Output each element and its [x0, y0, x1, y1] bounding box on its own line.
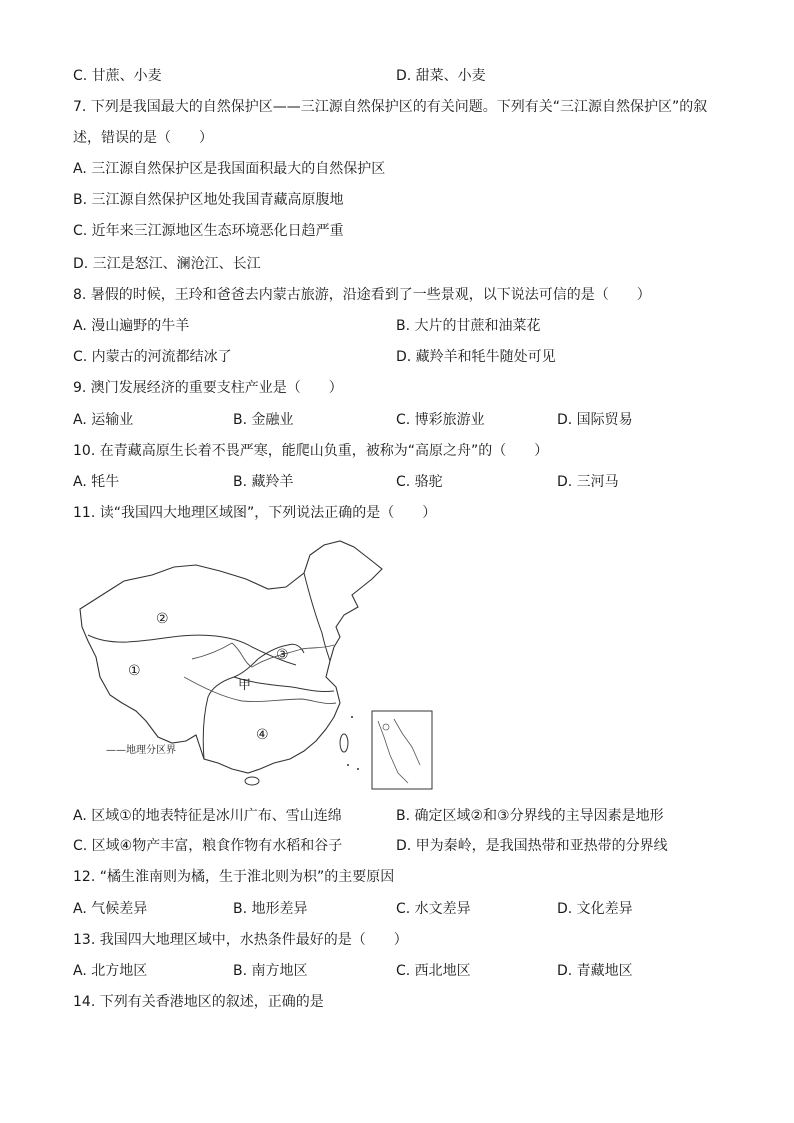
- q11-option-c: C. 区域④物产丰富，粮食作物有水稻和谷子: [73, 838, 343, 854]
- q14-stem: 14. 下列有关香港地区的叙述，正确的是: [73, 994, 324, 1010]
- q7-stem-line2: 述，错误的是（ ）: [73, 130, 213, 146]
- q7-stem-line1: 7. 下列是我国最大的自然保护区——三江源自然保护区的有关问题。下列有关“三江源自然保护区”的叙: [73, 99, 708, 115]
- q9-option-d: D. 国际贸易: [557, 412, 633, 428]
- q13-option-c: C. 西北地区: [396, 963, 471, 979]
- q13-option-b: B. 南方地区: [233, 963, 308, 979]
- q11-option-a: A. 区域①的地表特征是冰川广布、雪山连绵: [73, 808, 342, 824]
- q13-option-d: D. 青藏地区: [557, 963, 633, 979]
- q9-option-a: A. 运输业: [73, 412, 134, 428]
- q12-stem: 12. “橘生淮南则为橘，生于淮北则为枳”的主要原因: [73, 869, 395, 885]
- region-label-2: ②: [156, 611, 169, 627]
- q12-option-c: C. 水文差异: [396, 901, 471, 917]
- q8-stem: 8. 暑假的时候，王玲和爸爸去内蒙古旅游，沿途看到了一些景观，以下说法可信的是（ ）: [73, 287, 651, 303]
- q11-option-b: B. 确定区域②和③分界线的主导因素是地形: [396, 808, 664, 824]
- q6-option-d: D. 甜菜、小麦: [396, 68, 486, 84]
- boundary-tibet-south: [203, 659, 258, 759]
- q8-option-b: B. 大片的甘蔗和油菜花: [396, 318, 541, 334]
- jia-label: 甲: [238, 678, 252, 693]
- q12-option-a: A. 气候差异: [73, 901, 148, 917]
- q10-option-c: C. 骆驼: [396, 474, 443, 490]
- q12-option-b: B. 地形差异: [233, 901, 308, 917]
- q10-stem: 10. 在青藏高原生长着不畏严寒，能爬山负重，被称为“高原之舟”的（ ）: [73, 443, 549, 459]
- q8-option-c: C. 内蒙古的河流都结冰了: [73, 349, 232, 365]
- region-label-1: ①: [128, 663, 141, 679]
- hainan-island: [245, 777, 259, 785]
- q13-option-a: A. 北方地区: [73, 963, 148, 979]
- q12-option-d: D. 文化差异: [557, 901, 633, 917]
- q7-option-c: C. 近年来三江源地区生态环境恶化日趋严重: [73, 223, 344, 239]
- region-label-3: ③: [276, 647, 289, 663]
- q7-option-d: D. 三江是怒江、澜沧江、长江: [73, 256, 261, 272]
- q10-option-b: B. 藏羚羊: [233, 474, 294, 490]
- q6-option-c: C. 甘蔗、小麦: [73, 68, 162, 84]
- q11-stem: 11. 读“我国四大地理区域图”，下列说法正确的是（ ）: [73, 505, 437, 521]
- map-legend: ——地理分区界: [106, 745, 176, 756]
- q13-stem: 13. 我国四大地理区域中，水热条件最好的是（ ）: [73, 932, 408, 948]
- china-regions-map: [72, 537, 437, 795]
- region-label-4: ④: [256, 727, 269, 743]
- q7-option-a: A. 三江源自然保护区是我国面积最大的自然保护区: [73, 161, 386, 177]
- q11-option-d: D. 甲为秦岭，是我国热带和亚热带的分界线: [396, 838, 668, 854]
- taiwan-island: [340, 734, 348, 752]
- q8-option-a: A. 漫山遍野的牛羊: [73, 318, 190, 334]
- q9-option-c: C. 博彩旅游业: [396, 412, 485, 428]
- q9-stem: 9. 澳门发展经济的重要支柱产业是（ ）: [73, 380, 343, 396]
- q10-option-d: D. 三河马: [557, 474, 619, 490]
- q7-option-b: B. 三江源自然保护区地处我国青藏高原腹地: [73, 192, 344, 208]
- q8-option-d: D. 藏羚羊和牦牛随处可见: [396, 349, 556, 365]
- q10-option-a: A. 牦牛: [73, 474, 120, 490]
- q9-option-b: B. 金融业: [233, 412, 294, 428]
- china-outline: [80, 541, 382, 773]
